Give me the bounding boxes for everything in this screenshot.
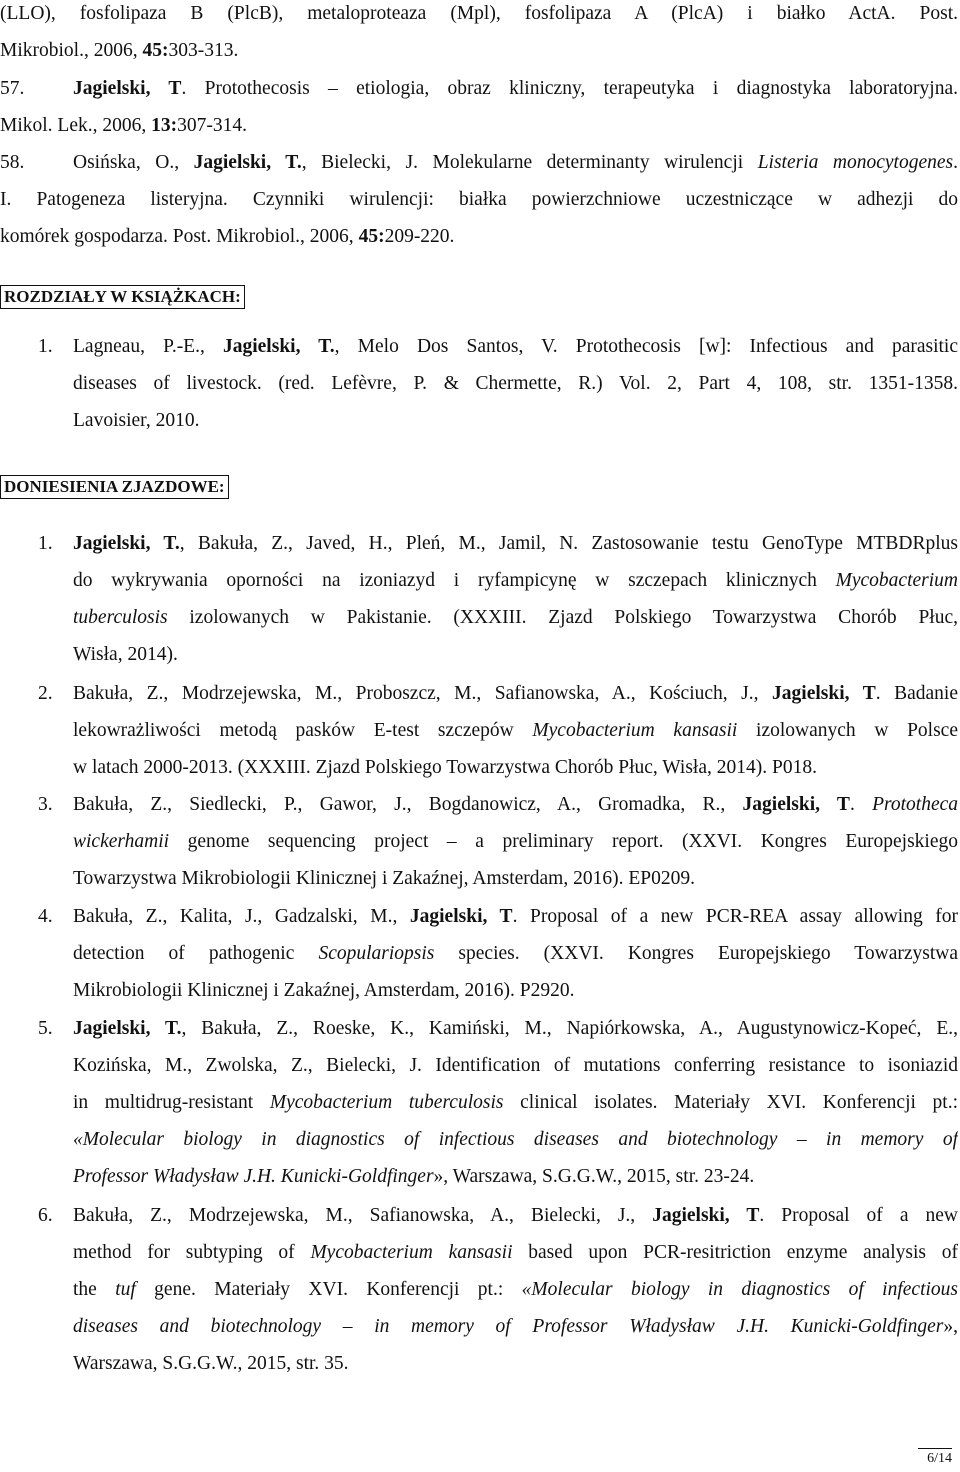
- text-run: Bakuła, Z., Modrzejewska, M., Proboszcz, M., Safianowska, A., Kościuch, J.,: [73, 683, 773, 704]
- list-item-line: [73, 365, 958, 402]
- text-run: Jagielski, T: [652, 1205, 760, 1226]
- reference-number: 58.: [0, 152, 25, 173]
- text-run: , Bakuła, Z., Javed, H., Pleń, M., Jamil, N. Zastosowanie testu GenoType MTBDRplus: [179, 533, 958, 554]
- list-item-number: 5.: [38, 1018, 53, 1039]
- list-item-line: [73, 1121, 958, 1158]
- text-run: tuf: [115, 1279, 136, 1300]
- text-run: 307-314.: [177, 115, 247, 136]
- list-item-line: [73, 675, 958, 712]
- text-run: diseases and biotechnology – in memory of Professor Władysław J.H. Kunicki-Goldfinger: [73, 1316, 944, 1337]
- list-item-line: [73, 599, 958, 636]
- list-item-line: [73, 1197, 958, 1234]
- list-item-line: [73, 1308, 958, 1345]
- list-item-line: [73, 860, 958, 897]
- text-run: Lavoisier, 2010.: [73, 410, 200, 431]
- text-run: «Molecular biology in diagnostics of infectious diseases and biotechnology – in memory of: [73, 1129, 958, 1150]
- text-run: .: [953, 152, 958, 173]
- text-run: tuberculosis: [73, 607, 168, 628]
- text-run: Jagielski, T.: [73, 533, 180, 554]
- list-item-number: 4.: [38, 906, 53, 927]
- text-run: based upon PCR-resitriction enzyme analysis of: [512, 1242, 958, 1263]
- text-run: detection of pathogenic: [73, 943, 319, 964]
- list-item-number: 1.: [38, 336, 53, 357]
- text-run: Jagielski, T: [409, 906, 513, 927]
- text-run: Lagneau, P.-E.,: [73, 336, 223, 357]
- text-run: (LLO), fosfolipaza B (PlcB), metaloproteaza (Mpl), fosfolipaza A (PlcA) i białko ActA. Post.: [0, 3, 958, 24]
- list-item-line: [73, 402, 958, 439]
- reference-line: [0, 107, 958, 144]
- reference-line: [0, 32, 958, 69]
- list-item-line: [73, 1345, 958, 1382]
- text-run: . Proposal of a new PCR-REA assay allowing for: [512, 906, 958, 927]
- text-run: wickerhamii: [73, 831, 170, 852]
- text-run: , Bakuła, Z., Roeske, K., Kamiński, M., Napiórkowska, A., Augustynowicz-Kopeć, E.,: [181, 1018, 958, 1039]
- text-run: 45:: [142, 40, 169, 61]
- list-item-line: [73, 712, 958, 749]
- reference-line: [73, 144, 958, 181]
- list-item-line: [73, 972, 958, 1009]
- text-run: Bakuła, Z., Siedlecki, P., Gawor, J., Bogdanowicz, A., Gromadka, R.,: [73, 794, 743, 815]
- text-run: «Molecular biology in diagnostics of infectious: [521, 1279, 958, 1300]
- list-item-number: 6.: [38, 1205, 53, 1226]
- text-run: Kozińska, M., Zwolska, Z., Bielecki, J. Identification of mutations conferring resistance to isoniazid: [73, 1055, 958, 1076]
- text-run: .: [849, 794, 873, 815]
- text-run: Mikrobiol., 2006,: [0, 40, 143, 61]
- text-run: , Melo Dos Santos, V. Protothecosis [w]: Infectious and parasitic: [334, 336, 958, 357]
- text-run: species. (XXVI. Kongres Europejskiego Towarzystwa: [434, 943, 958, 964]
- text-run: 13:: [151, 115, 178, 136]
- text-run: Mycobacterium tuberculosis: [269, 1092, 504, 1113]
- list-item-line: [73, 935, 958, 972]
- list-item-line: [73, 1234, 958, 1271]
- text-run: Jagielski, T.: [193, 152, 302, 173]
- text-run: . Protothecosis – etiologia, obraz kliniczny, terapeutyka i diagnostyka laboratoryjna.: [181, 78, 958, 99]
- text-run: , Bielecki, J. Molekularne determinanty wirulencji: [301, 152, 758, 173]
- reference-line: [0, 181, 958, 218]
- text-run: Listeria monocytogenes: [757, 152, 954, 173]
- section-heading-books: ROZDZIAŁY W KSIĄŻKACH:: [0, 285, 245, 309]
- list-item-line: [73, 328, 958, 365]
- text-run: 209-220.: [384, 226, 455, 247]
- text-run: »,: [943, 1316, 958, 1337]
- text-run: the: [73, 1279, 116, 1300]
- text-run: Mycobacterium kansasii: [310, 1242, 513, 1263]
- text-run: Professor Władysław J.H. Kunicki-Goldfinger: [73, 1166, 434, 1187]
- text-run: Mikrobiologii Klinicznej i Zakaźnej, Amsterdam, 2016). P2920.: [73, 980, 575, 1001]
- list-item-number: 1.: [38, 533, 53, 554]
- text-run: Jagielski, T: [73, 78, 182, 99]
- list-item-number: 2.: [38, 683, 53, 704]
- text-run: lekowrażliwości metodą pasków E-test szczepów: [73, 720, 533, 741]
- text-run: Towarzystwa Mikrobiologii Klinicznej i Zakaźnej, Amsterdam, 2016). EP0209.: [73, 868, 695, 889]
- list-item-line: [73, 1084, 958, 1121]
- text-run: izolowanych w Pakistanie. (XXXIII. Zjazd Polskiego Towarzystwa Chorób Płuc,: [167, 607, 958, 628]
- text-run: Mikol. Lek., 2006,: [0, 115, 152, 136]
- text-run: diseases of livestock. (red. Lefèvre, P. & Chermette, R.) Vol. 2, Part 4, 108, str. 1351-1358.: [73, 373, 958, 394]
- reference-line: [73, 70, 958, 107]
- reference-line: [0, 218, 958, 255]
- list-item-line: [73, 562, 958, 599]
- text-run: Jagielski, T: [772, 683, 876, 704]
- text-run: clinical isolates. Materiały XVI. Konferencji pt.:: [503, 1092, 958, 1113]
- text-run: Jagielski, T.: [222, 336, 335, 357]
- text-run: . Badanie: [875, 683, 958, 704]
- section-heading-conferences: DONIESIENIA ZJAZDOWE:: [0, 475, 229, 499]
- text-run: w latach 2000-2013. (XXXIII. Zjazd Polskiego Towarzystwa Chorób Płuc, Wisła, 2014). P018.: [73, 757, 817, 778]
- page-number: 6/14: [918, 1448, 952, 1467]
- list-item-line: [73, 1158, 958, 1195]
- list-item-line: [73, 1010, 958, 1047]
- text-run: Osińska, O.,: [73, 152, 194, 173]
- text-run: Bakuła, Z., Kalita, J., Gadzalski, M.,: [73, 906, 410, 927]
- text-run: . Proposal of a new: [759, 1205, 958, 1226]
- list-item-line: [73, 636, 958, 673]
- text-run: Prototheca: [872, 794, 958, 815]
- list-item-line: [73, 1047, 958, 1084]
- list-item-line: [73, 525, 958, 562]
- text-run: in multidrug-resistant: [73, 1092, 270, 1113]
- text-run: do wykrywania oporności na izoniazyd i ryfampicynę w szczepach klinicznych: [73, 570, 836, 591]
- text-run: Wisła, 2014).: [73, 644, 178, 665]
- text-run: Mycobacterium kansasii: [532, 720, 738, 741]
- text-run: Jagielski, T: [742, 794, 850, 815]
- reference-line: [0, 0, 958, 32]
- text-run: 303-313.: [168, 40, 239, 61]
- list-item-line: [73, 898, 958, 935]
- text-run: 45:: [358, 226, 385, 247]
- text-run: izolowanych w Polsce: [737, 720, 958, 741]
- reference-number: 57.: [0, 78, 25, 99]
- text-run: Mycobacterium: [835, 570, 958, 591]
- text-run: Jagielski, T.: [73, 1018, 182, 1039]
- text-run: genome sequencing project – a preliminary report. (XXVI. Kongres Europejskiego: [169, 831, 958, 852]
- text-run: komórek gospodarza. Post. Mikrobiol., 2006,: [0, 226, 359, 247]
- list-item-line: [73, 1271, 958, 1308]
- text-run: I. Patogeneza listeryjna. Czynniki wirulencji: białka powierzchniowe uczestniczące w adhezji do: [0, 189, 958, 210]
- text-run: Scopulariopsis: [318, 943, 435, 964]
- list-item-line: [73, 823, 958, 860]
- list-item-line: [73, 749, 958, 786]
- text-run: method for subtyping of: [73, 1242, 311, 1263]
- list-item-number: 3.: [38, 794, 53, 815]
- list-item-line: [73, 786, 958, 823]
- text-run: Warszawa, S.G.G.W., 2015, str. 35.: [73, 1353, 349, 1374]
- text-run: », Warszawa, S.G.G.W., 2015, str. 23-24.: [433, 1166, 755, 1187]
- text-run: gene. Materiały XVI. Konferencji pt.:: [135, 1279, 522, 1300]
- text-run: Bakuła, Z., Modrzejewska, M., Safianowska, A., Bielecki, J.,: [73, 1205, 653, 1226]
